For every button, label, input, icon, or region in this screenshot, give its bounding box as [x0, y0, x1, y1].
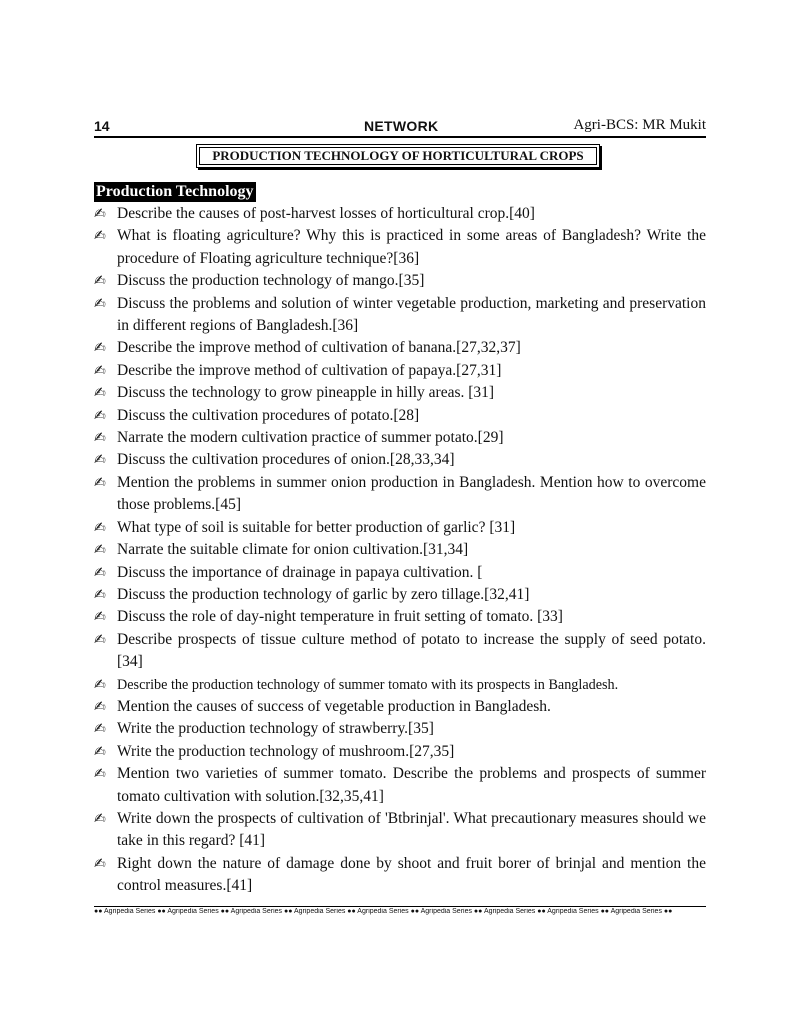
- question-text: Describe prospects of tissue culture method of potato to increase the supply of seed potato.[34]: [117, 630, 706, 671]
- question-text: Discuss the cultivation procedures of onion.[28,33,34]: [117, 451, 455, 469]
- question-item: [94, 606, 706, 628]
- question-item: [94, 674, 706, 696]
- question-text: Discuss the importance of drainage in papaya cultivation. [: [117, 563, 483, 581]
- header-right-title: Agri-BCS: MR Mukit: [573, 117, 706, 133]
- writing-hand-icon: ✍: [94, 631, 106, 648]
- question-list: [94, 203, 706, 898]
- question-item: [94, 741, 706, 763]
- question-item: [94, 517, 706, 539]
- question-text: Write the production technology of mushroom.[27,35]: [117, 742, 455, 760]
- writing-hand-icon: ✍: [94, 407, 106, 424]
- question-text: Write the production technology of strawberry.[35]: [117, 720, 434, 738]
- chapter-title: PRODUCTION TECHNOLOGY OF HORTICULTURAL CROPS: [199, 147, 597, 165]
- question-text: Narrate the modern cultivation practice of summer potato.[29]: [117, 429, 504, 447]
- question-text: Describe the causes of post-harvest losses of horticultural crop.[40]: [117, 205, 535, 222]
- question-text: Discuss the cultivation procedures of potato.[28]: [117, 406, 420, 424]
- writing-hand-icon: ✍: [94, 385, 106, 402]
- question-item: [94, 225, 706, 270]
- question-text: Describe the production technology of summer tomato with its prospects in Bangladesh.: [117, 676, 619, 693]
- question-item: [94, 293, 706, 338]
- writing-hand-icon: ✍: [94, 676, 106, 693]
- question-item: [94, 360, 706, 382]
- writing-hand-icon: ✍: [94, 362, 106, 379]
- question-item: [94, 270, 706, 292]
- question-item: [94, 718, 706, 740]
- question-text: Narrate the suitable climate for onion cultivation.[31,34]: [117, 541, 469, 559]
- chapter-banner: [196, 144, 600, 168]
- question-text: Discuss the role of day-night temperature in fruit setting of tomato. [33]: [117, 608, 563, 626]
- question-item: [94, 808, 706, 853]
- question-text: Mention the problems in summer onion production in Bangladesh. Mention how to overcome those problems.[45]: [117, 473, 706, 514]
- question-text: Mention the causes of success of vegetable production in Bangladesh.: [117, 697, 551, 715]
- question-text: Discuss the technology to grow pineapple in hilly areas. [31]: [117, 384, 495, 402]
- question-item: [94, 562, 706, 584]
- writing-hand-icon: ✍: [94, 586, 106, 603]
- writing-hand-icon: ✍: [94, 340, 106, 357]
- question-item: [94, 427, 706, 449]
- question-text: Discuss the problems and solution of winter vegetable production, marketing and preservation in different regions of Bangladesh.[36]: [117, 294, 706, 335]
- writing-hand-icon: ✍: [94, 542, 106, 559]
- page-number: 14: [94, 118, 110, 134]
- question-item: [94, 853, 706, 898]
- writing-hand-icon: ✍: [94, 206, 106, 222]
- question-item: [94, 629, 706, 674]
- section-heading: Production Technology: [96, 183, 254, 200]
- header-center-title: NETWORK: [364, 118, 439, 134]
- writing-hand-icon: ✍: [94, 743, 106, 760]
- footer-rule: [94, 906, 706, 907]
- footer-text: ●● Agripedia Series ●● Agripedia Series ●● Agripedia Series ●● Agripedia Series ●● Agripedia Series ●● Agripedia Series ●● Agripedia Series ●● Agripedia Series ●● Agripedia Series ●●: [94, 908, 673, 915]
- question-item: [94, 763, 706, 808]
- writing-hand-icon: ✍: [94, 766, 106, 783]
- header-rule: [94, 136, 706, 138]
- writing-hand-icon: ✍: [94, 519, 106, 536]
- question-text: Discuss the production technology of mango.[35]: [117, 272, 425, 290]
- writing-hand-icon: ✍: [94, 855, 106, 872]
- writing-hand-icon: ✍: [94, 564, 106, 581]
- writing-hand-icon: ✍: [94, 609, 106, 626]
- question-text: Write down the prospects of cultivation of 'Btbrinjal'. What precautionary measures should we take in this regard? [41]: [117, 809, 706, 850]
- writing-hand-icon: ✍: [94, 452, 106, 469]
- question-item: [94, 584, 706, 606]
- question-item: [94, 382, 706, 404]
- writing-hand-icon: ✍: [94, 430, 106, 447]
- question-item: [94, 696, 706, 718]
- writing-hand-icon: ✍: [94, 295, 106, 312]
- question-item: [94, 472, 706, 517]
- writing-hand-icon: ✍: [94, 810, 106, 827]
- question-text: What type of soil is suitable for better production of garlic? [31]: [117, 518, 516, 536]
- writing-hand-icon: ✍: [94, 273, 106, 290]
- question-item: [94, 337, 706, 359]
- question-item: [94, 203, 706, 225]
- writing-hand-icon: ✍: [94, 474, 106, 491]
- writing-hand-icon: ✍: [94, 721, 106, 738]
- writing-hand-icon: ✍: [94, 228, 106, 245]
- question-item: [94, 539, 706, 561]
- question-item: [94, 449, 706, 471]
- question-text: Describe the improve method of cultivation of banana.[27,32,37]: [117, 339, 521, 357]
- question-text: Mention two varieties of summer tomato. Describe the problems and prospects of summer tomato cultivation with solution.[32,35,41]: [117, 765, 706, 805]
- running-header: [94, 118, 706, 136]
- question-text: What is floating agriculture? Why this is practiced in some areas of Bangladesh? Write the procedure of Floating agriculture technique?[36]: [117, 227, 706, 267]
- question-text: Discuss the production technology of garlic by zero tillage.[32,41]: [117, 585, 530, 603]
- question-text: Describe the improve method of cultivation of papaya.[27,31]: [117, 361, 502, 379]
- writing-hand-icon: ✍: [94, 698, 106, 715]
- question-item: [94, 405, 706, 427]
- question-text: Right down the nature of damage done by shoot and fruit borer of brinjal and mention the control measures.[41]: [117, 854, 706, 895]
